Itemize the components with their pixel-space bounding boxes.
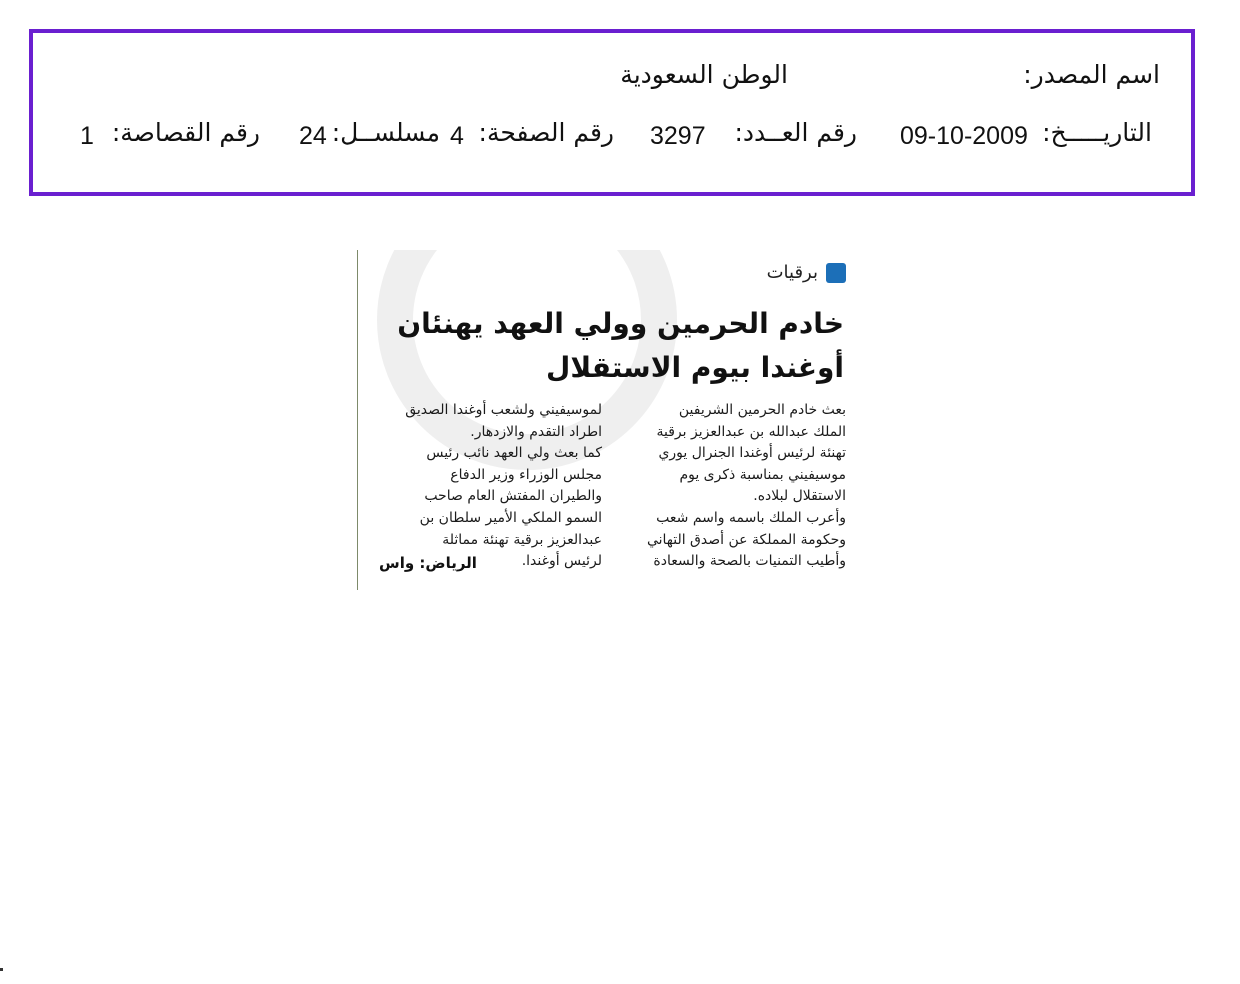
issue-value: 3297 (650, 122, 706, 150)
article-column-left (374, 400, 602, 573)
headline-line-2: أوغندا بيوم الاستقلال (546, 351, 844, 384)
column-line: مجلس الوزراء وزير الدفاع (450, 466, 602, 483)
column-line: تهنئة لرئيس أوغندا الجنرال يوري (658, 445, 846, 462)
source-label: اسم المصدر: (1023, 60, 1160, 89)
article-byline: الرياض: واس (379, 554, 477, 572)
column-line: وحكومة المملكة عن أصدق التهاني (646, 531, 846, 548)
source-info-box (29, 29, 1195, 196)
serial-value: 24 (299, 122, 327, 150)
column-line: والطيران المفتش العام صاحب (424, 488, 602, 505)
article-headline (374, 302, 844, 390)
section-label: برقيات (766, 262, 818, 283)
column-line: لموسيفيني ولشعب أوغندا الصديق (405, 402, 602, 418)
column-line: اطراد التقدم والازدهار. (470, 423, 602, 440)
page-label: رقم الصفحة: (478, 118, 614, 147)
headline-line-1: خادم الحرمين وولي العهد يهنئان (397, 307, 844, 340)
clipping-edge (357, 250, 358, 590)
serial-label: مسلســل: (331, 118, 440, 147)
column-line: لرئيس أوغندا. (521, 553, 602, 570)
column-line: بعث خادم الحرمين الشريفين (678, 402, 846, 418)
column-line: موسيفيني بمناسبة ذكرى يوم (679, 466, 846, 483)
column-line: كما بعث ولي العهد نائب رئيس (426, 445, 602, 462)
page-value: 4 (450, 122, 464, 150)
column-line: الاستقلال لبلاده. (753, 488, 846, 505)
issue-label: رقم العــدد: (734, 118, 857, 147)
clip-value: 1 (80, 122, 94, 150)
clip-label: رقم القصاصة: (111, 118, 260, 147)
article-column-right (616, 400, 846, 573)
section-tag (767, 262, 846, 283)
date-value: 09-10-2009 (900, 122, 1028, 150)
article-clipping (357, 250, 850, 590)
column-line: عبدالعزيز برقية تهنئة مماثلة (442, 531, 602, 548)
column-line: وأطيب التمنيات بالصحة والسعادة (653, 553, 846, 570)
date-label: التاريـــــخ: (1042, 118, 1152, 147)
column-line: الملك عبدالله بن عبدالعزيز برقية (656, 423, 846, 440)
section-square-icon (826, 263, 846, 283)
source-value: الوطن السعودية (620, 60, 788, 89)
column-line: وأعرب الملك باسمه واسم شعب (656, 509, 846, 526)
scan-artifact (0, 968, 3, 971)
column-line: السمو الملكي الأمير سلطان بن (419, 509, 602, 526)
